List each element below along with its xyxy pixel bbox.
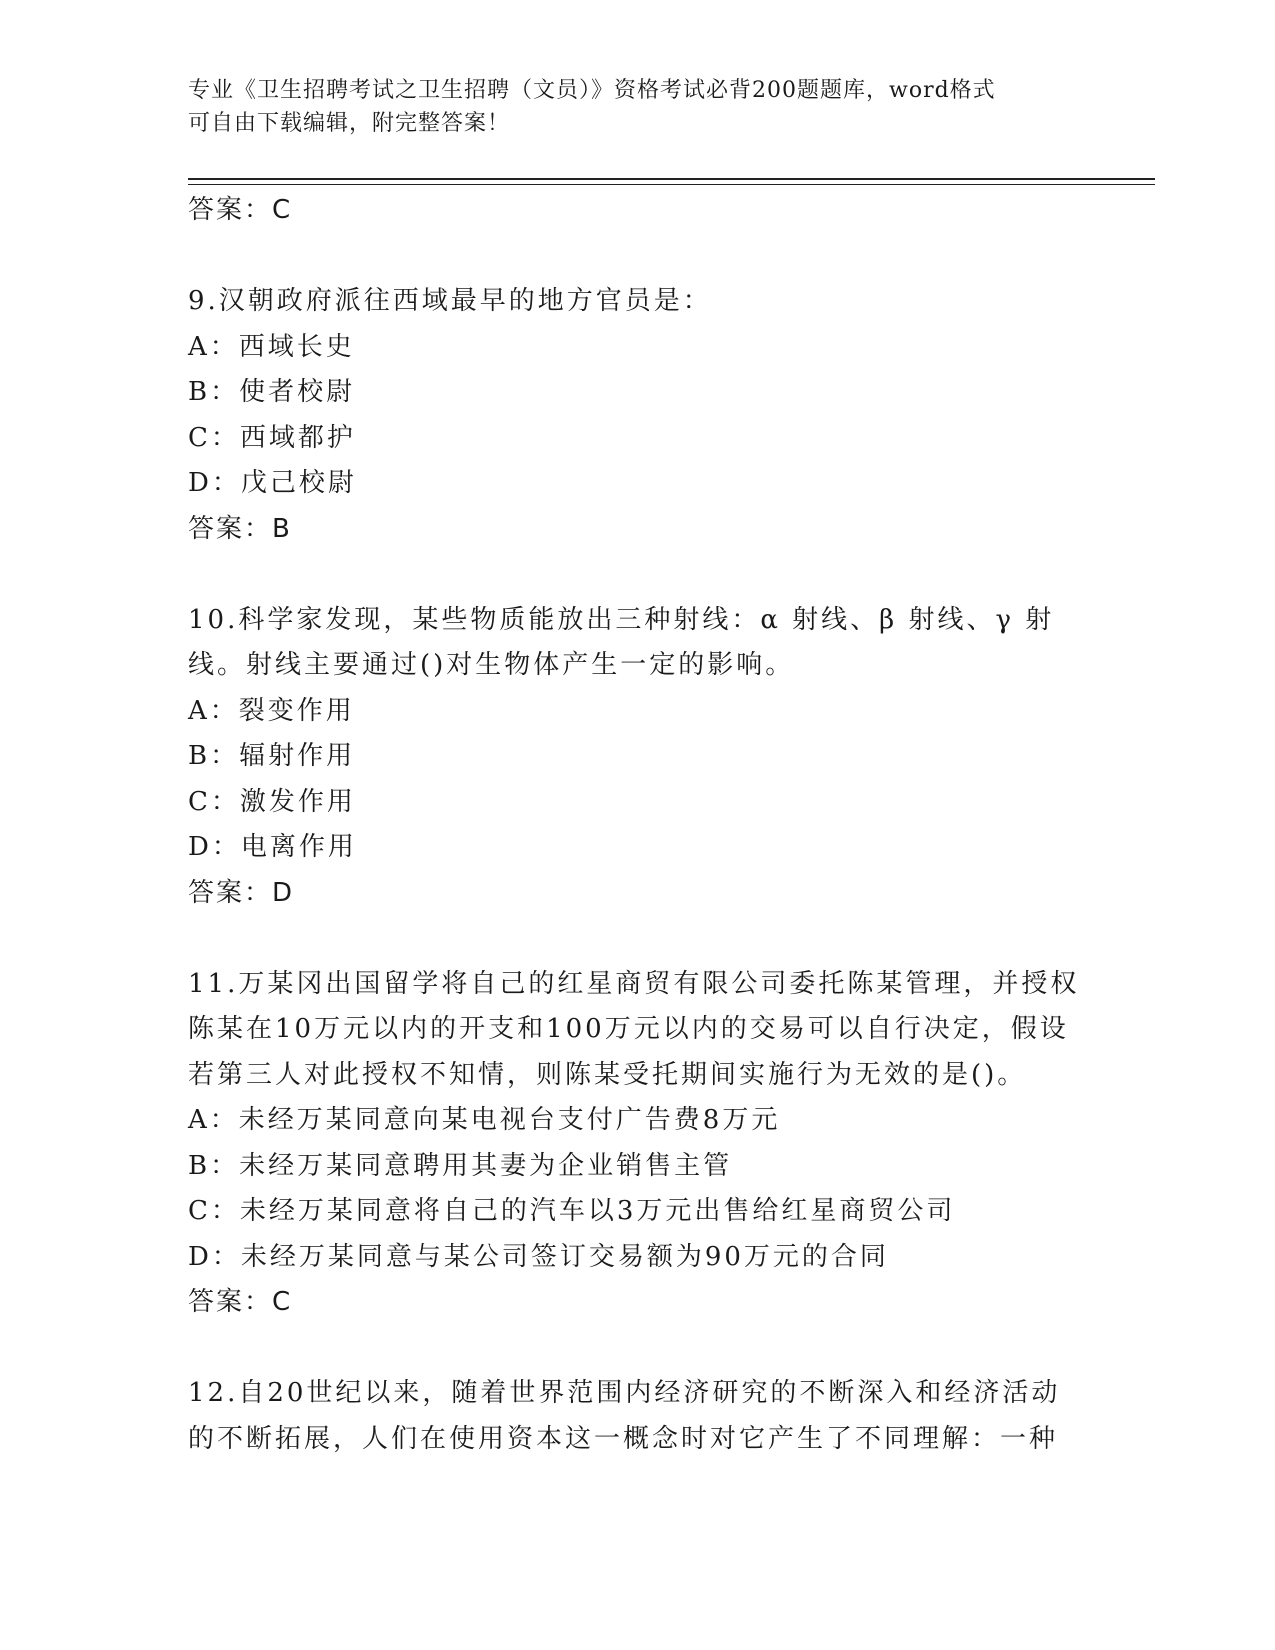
header-line-2: 可自由下载编辑，附完整答案！ xyxy=(188,111,511,136)
question-stem-line-1: 10.科学家发现，某些物质能放出三种射线：α 射线、β 射线、γ 射 xyxy=(188,604,1055,635)
option-a: A：西域长史 xyxy=(188,331,355,362)
spacer xyxy=(188,552,1088,598)
option-b: B：未经万某同意聘用其妻为企业销售主管 xyxy=(188,1150,733,1181)
question-11 xyxy=(188,962,1088,1326)
document-body xyxy=(188,188,1088,1462)
option-c: C：西域都护 xyxy=(188,422,356,453)
question-stem-line-1: 11.万某冈出国留学将自己的红星商贸有限公司委托陈某管理，并授权 xyxy=(188,968,1080,999)
option-d: D：电离作用 xyxy=(188,832,357,862)
question-12 xyxy=(188,1371,1088,1462)
option-b: B：辐射作用 xyxy=(188,741,356,771)
option-a: A：未经万某同意向某电视台支付广告费8万元 xyxy=(188,1105,781,1135)
question-stem-line-1: 12.自20世纪以来，随着世界范围内经济研究的不断深入和经济活动 xyxy=(188,1378,1061,1408)
spacer xyxy=(188,234,1088,280)
question-stem-line-2: 线。射线主要通过()对生物体产生一定的影响。 xyxy=(188,650,795,680)
option-c: C：未经万某同意将自己的汽车以3万元出售给红星商贸公司 xyxy=(188,1196,956,1226)
option-d: D：未经万某同意与某公司签订交易额为90万元的合同 xyxy=(188,1241,889,1272)
answer-8: 答案：C xyxy=(188,195,293,225)
question-stem-line-2: 的不断拓展，人们在使用资本这一概念时对它产生了不同理解：一种 xyxy=(188,1423,1059,1454)
answer: 答案：B xyxy=(188,513,292,544)
header-rule-thick xyxy=(188,178,1155,180)
answer: 答案：C xyxy=(188,1287,293,1317)
document-header xyxy=(188,74,1068,140)
option-b: B：使者校尉 xyxy=(188,377,356,407)
question-9 xyxy=(188,279,1088,552)
question-stem-line-3: 若第三人对此授权不知情，则陈某受托期间实施行为无效的是()。 xyxy=(188,1059,1027,1090)
header-rule-thin xyxy=(188,184,1155,185)
header-line-1: 专业《卫生招聘考试之卫生招聘（文员）》资格考试必背200题题库，word格式 xyxy=(188,78,996,103)
option-d: D：戊己校尉 xyxy=(188,468,357,498)
answer: 答案：D xyxy=(188,877,295,908)
spacer xyxy=(188,1326,1088,1372)
option-a: A：裂变作用 xyxy=(188,695,355,726)
spacer xyxy=(188,916,1088,962)
option-c: C：激发作用 xyxy=(188,786,356,817)
question-stem: 9.汉朝政府派往西域最早的地方官员是： xyxy=(188,286,712,316)
question-10 xyxy=(188,598,1088,917)
question-stem-line-2: 陈某在10万元以内的开支和100万元以内的交易可以自行决定，假设 xyxy=(188,1014,1069,1044)
